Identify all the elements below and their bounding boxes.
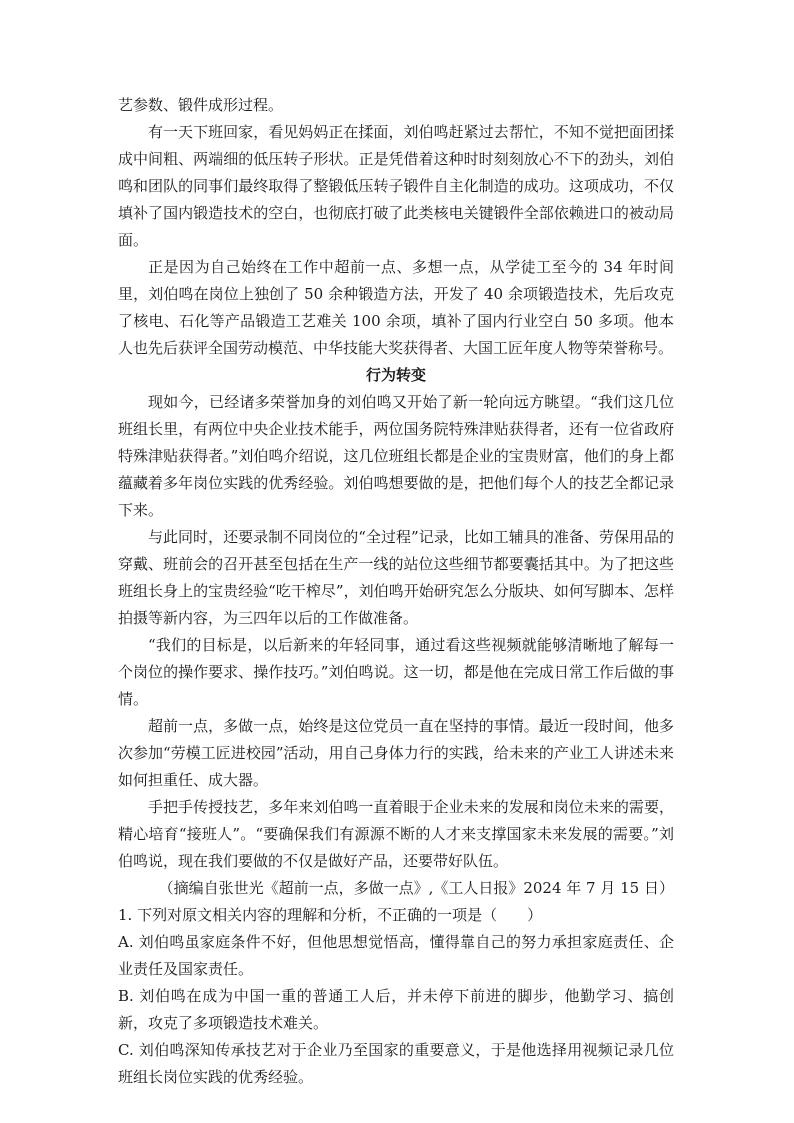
paragraph: 与此同时，还要录制不同岗位的“全过程”记录，比如工辅具的准备、劳保用品的穿戴、班前会的召开甚至包括在生产一线的站位这些细节都要囊括其中。为了把这些班组长身上的宝贵经验“吃干榨尽”，刘伯鸣开始研究怎么分版块、如何写脚本、怎样拍摄等新内容，为三四年以后的工作做准备。 <box>118 528 674 627</box>
question-option-a: A. 刘伯鸣虽家庭条件不好，但他思想觉悟高，懂得靠自己的努力承担家庭责任、企业责任及国家责任。 <box>118 933 674 978</box>
paragraph: 超前一点，多做一点，始终是这位党员一直在坚持的事情。最近一段时间，他多次参加“劳模工匠进校园”活动，用自己身体力行的实践，给未来的产业工人讲述未来如何担重任、成大器。 <box>118 717 674 789</box>
paragraph: 正是因为自己始终在工作中超前一点、多想一点，从学徒工至今的 34 年时间里，刘伯鸣在岗位上独创了 50 余种锻造方法，开发了 40 余项锻造技术，先后攻克了核电、石化等产品锻造工艺难关 100 余项，填补了国内行业空白 50 多项。他本人也先后获评全国劳动模范、中华技能大奖获得者、大国工匠年度人物等荣誉称号。 <box>118 258 674 357</box>
paragraph: 有一天下班回家，看见妈妈正在揉面，刘伯鸣赶紧过去帮忙，不知不觉把面团揉成中间粗、两端细的低压转子形状。正是凭借着这种时时刻刻放心不下的劲头，刘伯鸣和团队的同事们最终取得了整锻低压转子锻件自主化制造的成功。这项成功，不仅填补了国内锻造技术的空白，也彻底打破了此类核电关键锻件全部依赖进口的被动局面。 <box>118 123 674 249</box>
question-option-b: B. 刘伯鸣在成为中国一重的普通工人后，并未停下前进的脚步，他勤学习、搞创新，攻克了多项锻造技术难关。 <box>118 987 674 1032</box>
paragraph: 现如今，已经诸多荣誉加身的刘伯鸣又开始了新一轮向远方眺望。“我们这几位班组长里，有两位中央企业技术能手，两位国务院特殊津贴获得者，还有一位省政府特殊津贴获得者。”刘伯鸣介绍说，这几位班组长都是企业的宝贵财富，他们的身上都蕴藏着多年岗位实践的优秀经验。刘伯鸣想要做的是，把他们每个人的技艺全都记录下来。 <box>118 393 674 519</box>
paragraph: “我们的目标是，以后新来的年轻同事，通过看这些视频就能够清晰地了解每一个岗位的操作要求、操作技巧。”刘伯鸣说。这一切，都是他在完成日常工作后做的事情。 <box>118 636 674 708</box>
question-option-c: C. 刘伯鸣深知传承技艺对于企业乃至国家的重要意义，于是他选择用视频记录几位班组长岗位实践的优秀经验。 <box>118 1041 674 1086</box>
section-heading: 行为转变 <box>365 366 426 384</box>
article-body <box>118 92 674 1091</box>
source-citation: （摘编自张世光《超前一点，多做一点》,《工人日报》2024 年 7 月 15 日） <box>158 879 674 897</box>
paragraph: 艺参数、锻件成形过程。 <box>118 96 284 114</box>
question-stem: 1. 下列对原文相关内容的理解和分析，不正确的一项是（ ） <box>118 906 543 924</box>
paragraph: 手把手传授技艺，多年来刘伯鸣一直着眼于企业未来的发展和岗位未来的需要，精心培育“接班人”。“要确保我们有源源不断的人才来支撑国家未来发展的需要。”刘伯鸣说，现在我们要做的不仅是做好产品，还要带好队伍。 <box>118 798 674 870</box>
